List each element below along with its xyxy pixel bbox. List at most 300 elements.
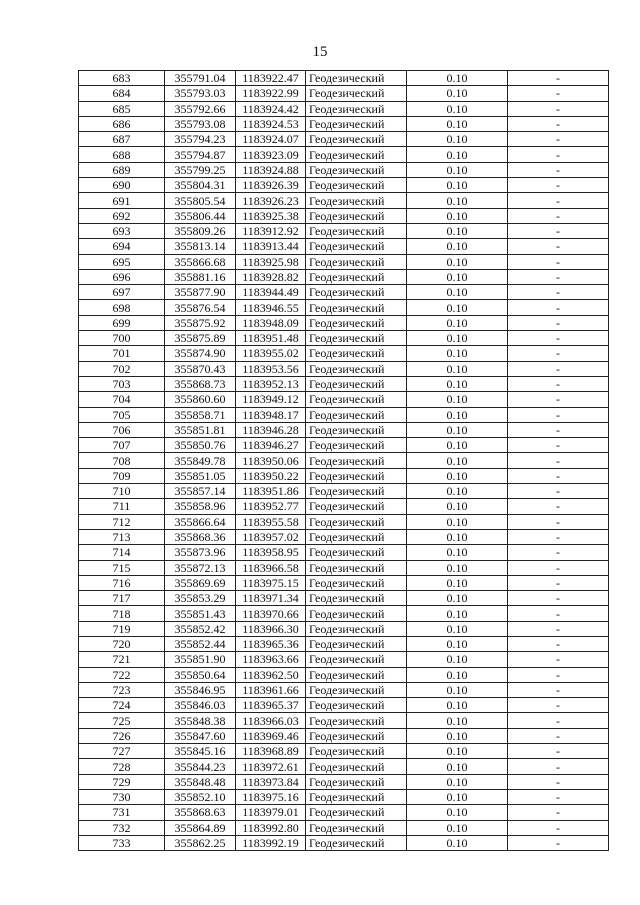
accuracy-cell: 0.10: [407, 652, 508, 667]
note-cell: -: [508, 376, 609, 391]
note-cell: -: [508, 820, 609, 835]
x-coordinate-cell: 355804.31: [165, 178, 236, 193]
point-number-cell: 725: [79, 713, 165, 728]
y-coordinate-cell: 1183957.02: [236, 529, 306, 544]
table-row: [79, 560, 609, 575]
x-coordinate-cell: 355869.69: [165, 575, 236, 590]
accuracy-cell: 0.10: [407, 208, 508, 223]
y-coordinate-cell: 1183944.49: [236, 285, 306, 300]
table-row: [79, 621, 609, 636]
y-coordinate-cell: 1183922.47: [236, 71, 306, 86]
point-number-cell: 732: [79, 820, 165, 835]
accuracy-cell: 0.10: [407, 560, 508, 575]
x-coordinate-cell: 355851.81: [165, 422, 236, 437]
method-cell: Геодезический: [306, 835, 407, 850]
method-cell: Геодезический: [306, 514, 407, 529]
accuracy-cell: 0.10: [407, 285, 508, 300]
method-cell: Геодезический: [306, 223, 407, 238]
method-cell: Геодезический: [306, 789, 407, 804]
note-cell: -: [508, 713, 609, 728]
table-row: [79, 774, 609, 789]
table-row: [79, 392, 609, 407]
y-coordinate-cell: 1183925.98: [236, 254, 306, 269]
x-coordinate-cell: 355857.14: [165, 484, 236, 499]
method-cell: Геодезический: [306, 682, 407, 697]
accuracy-cell: 0.10: [407, 591, 508, 606]
point-number-cell: 730: [79, 789, 165, 804]
accuracy-cell: 0.10: [407, 484, 508, 499]
y-coordinate-cell: 1183928.82: [236, 269, 306, 284]
accuracy-cell: 0.10: [407, 254, 508, 269]
point-number-cell: 696: [79, 269, 165, 284]
note-cell: -: [508, 116, 609, 131]
y-coordinate-cell: 1183948.17: [236, 407, 306, 422]
accuracy-cell: 0.10: [407, 453, 508, 468]
y-coordinate-cell: 1183926.23: [236, 193, 306, 208]
x-coordinate-cell: 355852.44: [165, 636, 236, 651]
accuracy-cell: 0.10: [407, 636, 508, 651]
table-row: [79, 575, 609, 590]
note-cell: -: [508, 132, 609, 147]
point-number-cell: 714: [79, 545, 165, 560]
method-cell: Геодезический: [306, 606, 407, 621]
table-row: [79, 514, 609, 529]
accuracy-cell: 0.10: [407, 820, 508, 835]
point-number-cell: 709: [79, 468, 165, 483]
table-row: [79, 468, 609, 483]
point-number-cell: 701: [79, 346, 165, 361]
point-number-cell: 720: [79, 636, 165, 651]
method-cell: Геодезический: [306, 744, 407, 759]
method-cell: Геодезический: [306, 545, 407, 560]
accuracy-cell: 0.10: [407, 178, 508, 193]
x-coordinate-cell: 355853.29: [165, 591, 236, 606]
note-cell: -: [508, 178, 609, 193]
y-coordinate-cell: 1183966.03: [236, 713, 306, 728]
accuracy-cell: 0.10: [407, 132, 508, 147]
method-cell: Геодезический: [306, 101, 407, 116]
x-coordinate-cell: 355806.44: [165, 208, 236, 223]
note-cell: -: [508, 621, 609, 636]
accuracy-cell: 0.10: [407, 392, 508, 407]
method-cell: Геодезический: [306, 422, 407, 437]
y-coordinate-cell: 1183965.37: [236, 698, 306, 713]
note-cell: -: [508, 514, 609, 529]
table-row: [79, 300, 609, 315]
note-cell: -: [508, 529, 609, 544]
point-number-cell: 702: [79, 361, 165, 376]
table-row: [79, 315, 609, 330]
y-coordinate-cell: 1183963.66: [236, 652, 306, 667]
y-coordinate-cell: 1183971.34: [236, 591, 306, 606]
table-row: [79, 698, 609, 713]
x-coordinate-cell: 355851.90: [165, 652, 236, 667]
note-cell: -: [508, 285, 609, 300]
method-cell: Геодезический: [306, 713, 407, 728]
x-coordinate-cell: 355875.92: [165, 315, 236, 330]
y-coordinate-cell: 1183952.77: [236, 499, 306, 514]
point-number-cell: 689: [79, 162, 165, 177]
method-cell: Геодезический: [306, 774, 407, 789]
method-cell: Геодезический: [306, 86, 407, 101]
note-cell: -: [508, 667, 609, 682]
x-coordinate-cell: 355877.90: [165, 285, 236, 300]
method-cell: Геодезический: [306, 376, 407, 391]
table-row: [79, 132, 609, 147]
table-row: [79, 254, 609, 269]
table-row: [79, 285, 609, 300]
method-cell: Геодезический: [306, 667, 407, 682]
method-cell: Геодезический: [306, 178, 407, 193]
table-row: [79, 269, 609, 284]
point-number-cell: 704: [79, 392, 165, 407]
point-number-cell: 719: [79, 621, 165, 636]
note-cell: -: [508, 147, 609, 162]
note-cell: -: [508, 71, 609, 86]
accuracy-cell: 0.10: [407, 116, 508, 131]
x-coordinate-cell: 355850.64: [165, 667, 236, 682]
point-number-cell: 728: [79, 759, 165, 774]
accuracy-cell: 0.10: [407, 759, 508, 774]
note-cell: -: [508, 193, 609, 208]
table-row: [79, 407, 609, 422]
x-coordinate-cell: 355858.71: [165, 407, 236, 422]
method-cell: Геодезический: [306, 805, 407, 820]
point-number-cell: 721: [79, 652, 165, 667]
table-row: [79, 805, 609, 820]
method-cell: Геодезический: [306, 575, 407, 590]
note-cell: -: [508, 805, 609, 820]
table-row: [79, 422, 609, 437]
note-cell: -: [508, 86, 609, 101]
y-coordinate-cell: 1183965.36: [236, 636, 306, 651]
note-cell: -: [508, 300, 609, 315]
y-coordinate-cell: 1183992.19: [236, 835, 306, 850]
point-number-cell: 726: [79, 728, 165, 743]
table-row: [79, 682, 609, 697]
table-row: [79, 346, 609, 361]
note-cell: -: [508, 346, 609, 361]
method-cell: Геодезический: [306, 591, 407, 606]
accuracy-cell: 0.10: [407, 407, 508, 422]
accuracy-cell: 0.10: [407, 499, 508, 514]
y-coordinate-cell: 1183972.61: [236, 759, 306, 774]
accuracy-cell: 0.10: [407, 698, 508, 713]
point-number-cell: 693: [79, 223, 165, 238]
accuracy-cell: 0.10: [407, 606, 508, 621]
x-coordinate-cell: 355793.08: [165, 116, 236, 131]
method-cell: Геодезический: [306, 438, 407, 453]
point-number-cell: 716: [79, 575, 165, 590]
accuracy-cell: 0.10: [407, 835, 508, 850]
method-cell: Геодезический: [306, 698, 407, 713]
note-cell: -: [508, 331, 609, 346]
page-number: 15: [312, 44, 328, 60]
method-cell: Геодезический: [306, 361, 407, 376]
table-row: [79, 86, 609, 101]
y-coordinate-cell: 1183973.84: [236, 774, 306, 789]
accuracy-cell: 0.10: [407, 269, 508, 284]
table-row: [79, 101, 609, 116]
coordinates-table: [78, 70, 609, 851]
note-cell: -: [508, 208, 609, 223]
x-coordinate-cell: 355860.60: [165, 392, 236, 407]
x-coordinate-cell: 355864.89: [165, 820, 236, 835]
table-row: [79, 178, 609, 193]
table-row: [79, 759, 609, 774]
accuracy-cell: 0.10: [407, 621, 508, 636]
point-number-cell: 697: [79, 285, 165, 300]
method-cell: Геодезический: [306, 636, 407, 651]
y-coordinate-cell: 1183946.27: [236, 438, 306, 453]
point-number-cell: 695: [79, 254, 165, 269]
method-cell: Геодезический: [306, 759, 407, 774]
x-coordinate-cell: 355848.48: [165, 774, 236, 789]
table-row: [79, 116, 609, 131]
point-number-cell: 712: [79, 514, 165, 529]
accuracy-cell: 0.10: [407, 376, 508, 391]
note-cell: -: [508, 254, 609, 269]
method-cell: Геодезический: [306, 468, 407, 483]
accuracy-cell: 0.10: [407, 422, 508, 437]
point-number-cell: 694: [79, 239, 165, 254]
table-row: [79, 652, 609, 667]
table-row: [79, 728, 609, 743]
y-coordinate-cell: 1183966.58: [236, 560, 306, 575]
x-coordinate-cell: 355846.95: [165, 682, 236, 697]
y-coordinate-cell: 1183913.44: [236, 239, 306, 254]
accuracy-cell: 0.10: [407, 529, 508, 544]
x-coordinate-cell: 355851.43: [165, 606, 236, 621]
note-cell: -: [508, 361, 609, 376]
table-row: [79, 789, 609, 804]
method-cell: Геодезический: [306, 331, 407, 346]
note-cell: -: [508, 484, 609, 499]
point-number-cell: 718: [79, 606, 165, 621]
y-coordinate-cell: 1183949.12: [236, 392, 306, 407]
accuracy-cell: 0.10: [407, 193, 508, 208]
accuracy-cell: 0.10: [407, 667, 508, 682]
note-cell: -: [508, 744, 609, 759]
point-number-cell: 733: [79, 835, 165, 850]
accuracy-cell: 0.10: [407, 468, 508, 483]
method-cell: Геодезический: [306, 71, 407, 86]
note-cell: -: [508, 438, 609, 453]
method-cell: Геодезический: [306, 239, 407, 254]
point-number-cell: 711: [79, 499, 165, 514]
method-cell: Геодезический: [306, 285, 407, 300]
table-row: [79, 667, 609, 682]
table-row: [79, 376, 609, 391]
y-coordinate-cell: 1183924.53: [236, 116, 306, 131]
y-coordinate-cell: 1183958.95: [236, 545, 306, 560]
y-coordinate-cell: 1183970.66: [236, 606, 306, 621]
y-coordinate-cell: 1183924.88: [236, 162, 306, 177]
x-coordinate-cell: 355851.05: [165, 468, 236, 483]
table-row: [79, 438, 609, 453]
point-number-cell: 710: [79, 484, 165, 499]
table-row: [79, 71, 609, 86]
table-row: [79, 591, 609, 606]
note-cell: -: [508, 223, 609, 238]
method-cell: Геодезический: [306, 132, 407, 147]
point-number-cell: 731: [79, 805, 165, 820]
point-number-cell: 699: [79, 315, 165, 330]
method-cell: Геодезический: [306, 269, 407, 284]
table-row: [79, 223, 609, 238]
y-coordinate-cell: 1183922.99: [236, 86, 306, 101]
table-row: [79, 331, 609, 346]
y-coordinate-cell: 1183968.89: [236, 744, 306, 759]
table-row: [79, 713, 609, 728]
y-coordinate-cell: 1183924.07: [236, 132, 306, 147]
point-number-cell: 698: [79, 300, 165, 315]
point-number-cell: 700: [79, 331, 165, 346]
note-cell: -: [508, 636, 609, 651]
x-coordinate-cell: 355875.89: [165, 331, 236, 346]
y-coordinate-cell: 1183962.50: [236, 667, 306, 682]
accuracy-cell: 0.10: [407, 774, 508, 789]
y-coordinate-cell: 1183923.09: [236, 147, 306, 162]
x-coordinate-cell: 355858.96: [165, 499, 236, 514]
y-coordinate-cell: 1183955.02: [236, 346, 306, 361]
note-cell: -: [508, 728, 609, 743]
x-coordinate-cell: 355862.25: [165, 835, 236, 850]
table-row: [79, 835, 609, 850]
accuracy-cell: 0.10: [407, 682, 508, 697]
accuracy-cell: 0.10: [407, 713, 508, 728]
point-number-cell: 688: [79, 147, 165, 162]
table-row: [79, 162, 609, 177]
method-cell: Геодезический: [306, 300, 407, 315]
method-cell: Геодезический: [306, 621, 407, 636]
x-coordinate-cell: 355793.03: [165, 86, 236, 101]
accuracy-cell: 0.10: [407, 101, 508, 116]
point-number-cell: 706: [79, 422, 165, 437]
note-cell: -: [508, 468, 609, 483]
note-cell: -: [508, 545, 609, 560]
note-cell: -: [508, 835, 609, 850]
x-coordinate-cell: 355792.66: [165, 101, 236, 116]
y-coordinate-cell: 1183948.09: [236, 315, 306, 330]
table-row: [79, 208, 609, 223]
x-coordinate-cell: 355876.54: [165, 300, 236, 315]
point-number-cell: 724: [79, 698, 165, 713]
method-cell: Геодезический: [306, 529, 407, 544]
point-number-cell: 687: [79, 132, 165, 147]
x-coordinate-cell: 355870.43: [165, 361, 236, 376]
x-coordinate-cell: 355881.16: [165, 269, 236, 284]
y-coordinate-cell: 1183925.38: [236, 208, 306, 223]
x-coordinate-cell: 355848.38: [165, 713, 236, 728]
x-coordinate-cell: 355849.78: [165, 453, 236, 468]
note-cell: -: [508, 453, 609, 468]
method-cell: Геодезический: [306, 728, 407, 743]
y-coordinate-cell: 1183951.86: [236, 484, 306, 499]
table-row: [79, 636, 609, 651]
table-row: [79, 499, 609, 514]
x-coordinate-cell: 355850.76: [165, 438, 236, 453]
table-row: [79, 239, 609, 254]
coordinates-table-body: [79, 71, 609, 851]
note-cell: -: [508, 392, 609, 407]
accuracy-cell: 0.10: [407, 789, 508, 804]
point-number-cell: 692: [79, 208, 165, 223]
accuracy-cell: 0.10: [407, 147, 508, 162]
point-number-cell: 683: [79, 71, 165, 86]
note-cell: -: [508, 560, 609, 575]
method-cell: Геодезический: [306, 407, 407, 422]
method-cell: Геодезический: [306, 346, 407, 361]
accuracy-cell: 0.10: [407, 514, 508, 529]
method-cell: Геодезический: [306, 315, 407, 330]
x-coordinate-cell: 355809.26: [165, 223, 236, 238]
y-coordinate-cell: 1183953.56: [236, 361, 306, 376]
table-row: [79, 193, 609, 208]
method-cell: Геодезический: [306, 208, 407, 223]
y-coordinate-cell: 1183912.92: [236, 223, 306, 238]
point-number-cell: 691: [79, 193, 165, 208]
note-cell: -: [508, 789, 609, 804]
accuracy-cell: 0.10: [407, 315, 508, 330]
accuracy-cell: 0.10: [407, 438, 508, 453]
accuracy-cell: 0.10: [407, 300, 508, 315]
note-cell: -: [508, 499, 609, 514]
y-coordinate-cell: 1183966.30: [236, 621, 306, 636]
y-coordinate-cell: 1183950.22: [236, 468, 306, 483]
accuracy-cell: 0.10: [407, 71, 508, 86]
note-cell: -: [508, 682, 609, 697]
y-coordinate-cell: 1183992.80: [236, 820, 306, 835]
x-coordinate-cell: 355852.10: [165, 789, 236, 804]
accuracy-cell: 0.10: [407, 805, 508, 820]
accuracy-cell: 0.10: [407, 361, 508, 376]
note-cell: -: [508, 422, 609, 437]
x-coordinate-cell: 355813.14: [165, 239, 236, 254]
y-coordinate-cell: 1183961.66: [236, 682, 306, 697]
x-coordinate-cell: 355799.25: [165, 162, 236, 177]
method-cell: Геодезический: [306, 254, 407, 269]
note-cell: -: [508, 774, 609, 789]
x-coordinate-cell: 355847.60: [165, 728, 236, 743]
accuracy-cell: 0.10: [407, 575, 508, 590]
note-cell: -: [508, 315, 609, 330]
note-cell: -: [508, 591, 609, 606]
accuracy-cell: 0.10: [407, 86, 508, 101]
x-coordinate-cell: 355846.03: [165, 698, 236, 713]
x-coordinate-cell: 355805.54: [165, 193, 236, 208]
point-number-cell: 717: [79, 591, 165, 606]
table-row: [79, 545, 609, 560]
y-coordinate-cell: 1183946.55: [236, 300, 306, 315]
x-coordinate-cell: 355868.63: [165, 805, 236, 820]
table-row: [79, 529, 609, 544]
note-cell: -: [508, 759, 609, 774]
note-cell: -: [508, 162, 609, 177]
point-number-cell: 723: [79, 682, 165, 697]
point-number-cell: 690: [79, 178, 165, 193]
table-row: [79, 744, 609, 759]
x-coordinate-cell: 355844.23: [165, 759, 236, 774]
accuracy-cell: 0.10: [407, 545, 508, 560]
y-coordinate-cell: 1183969.46: [236, 728, 306, 743]
point-number-cell: 703: [79, 376, 165, 391]
note-cell: -: [508, 239, 609, 254]
note-cell: -: [508, 698, 609, 713]
point-number-cell: 722: [79, 667, 165, 682]
accuracy-cell: 0.10: [407, 162, 508, 177]
accuracy-cell: 0.10: [407, 239, 508, 254]
